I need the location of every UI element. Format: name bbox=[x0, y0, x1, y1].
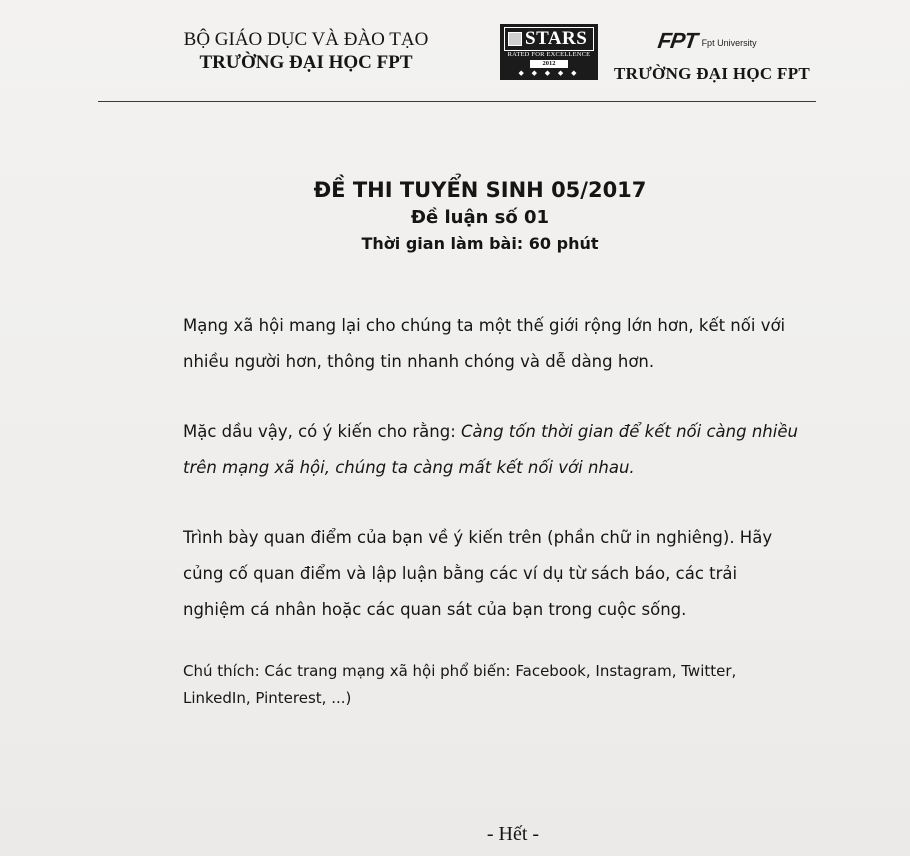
opinion-lead: Mặc dầu vậy, có ý kiến cho rằng: bbox=[183, 422, 461, 441]
header-divider bbox=[98, 101, 816, 102]
exam-title-block bbox=[200, 176, 760, 257]
exam-title: ĐỀ THI TUYỂN SINH 05/2017 bbox=[313, 178, 647, 202]
stars-word: STARS bbox=[525, 28, 588, 49]
stars-tagline: RATED FOR EXCELLENCE bbox=[507, 51, 591, 58]
paragraph-intro: Mạng xã hội mang lại cho chúng ta một thế giới rộng lớn hơn, kết nối với nhiều người hơn, thông tin nhanh chóng và dễ dàng hơn. bbox=[183, 316, 786, 371]
school-name-right: TRƯỜNG ĐẠI HỌC FPT bbox=[614, 64, 811, 83]
ministry-name: BỘ GIÁO DỤC VÀ ĐÀO TẠO bbox=[183, 29, 429, 50]
paragraph-opinion bbox=[183, 414, 803, 486]
stars-year: 2012 bbox=[530, 60, 568, 68]
end-mark: - Hết - bbox=[486, 823, 540, 845]
fpt-logo-mark: FPT bbox=[656, 28, 699, 53]
fpt-university-logo bbox=[658, 30, 757, 52]
ministry-header bbox=[176, 28, 436, 74]
exam-subtitle: Đề luận số 01 bbox=[410, 207, 550, 228]
stars-badge-logo bbox=[500, 24, 598, 80]
opinion-quote: Càng tốn thời gian để kết nối càng nhiều trên mạng xã hội, chúng ta càng mất kết nối với nhau. bbox=[183, 422, 798, 477]
school-name-left: TRƯỜNG ĐẠI HỌC FPT bbox=[199, 52, 413, 73]
paragraph-task: Trình bày quan điểm của bạn về ý kiến trên (phần chữ in nghiêng). Hãy củng cố quan điểm và lập luận bằng các ví dụ từ sách báo, các trải nghiệm cá nhân hoặc các quan sát của bạn trong cuộc sống. bbox=[183, 528, 773, 619]
exam-body bbox=[183, 308, 803, 712]
stars-badge-top bbox=[504, 27, 594, 51]
exam-time: Thời gian làm bài: 60 phút bbox=[361, 234, 599, 253]
note: Chú thích: Các trang mạng xã hội phổ biến: Facebook, Instagram, Twitter, LinkedIn, Pinterest, ...) bbox=[183, 662, 737, 707]
fpt-logo-label: Fpt University bbox=[701, 38, 757, 48]
stars-diamonds: ◆ ◆ ◆ ◆ ◆ bbox=[518, 69, 580, 77]
stars-emblem-icon bbox=[508, 32, 522, 46]
